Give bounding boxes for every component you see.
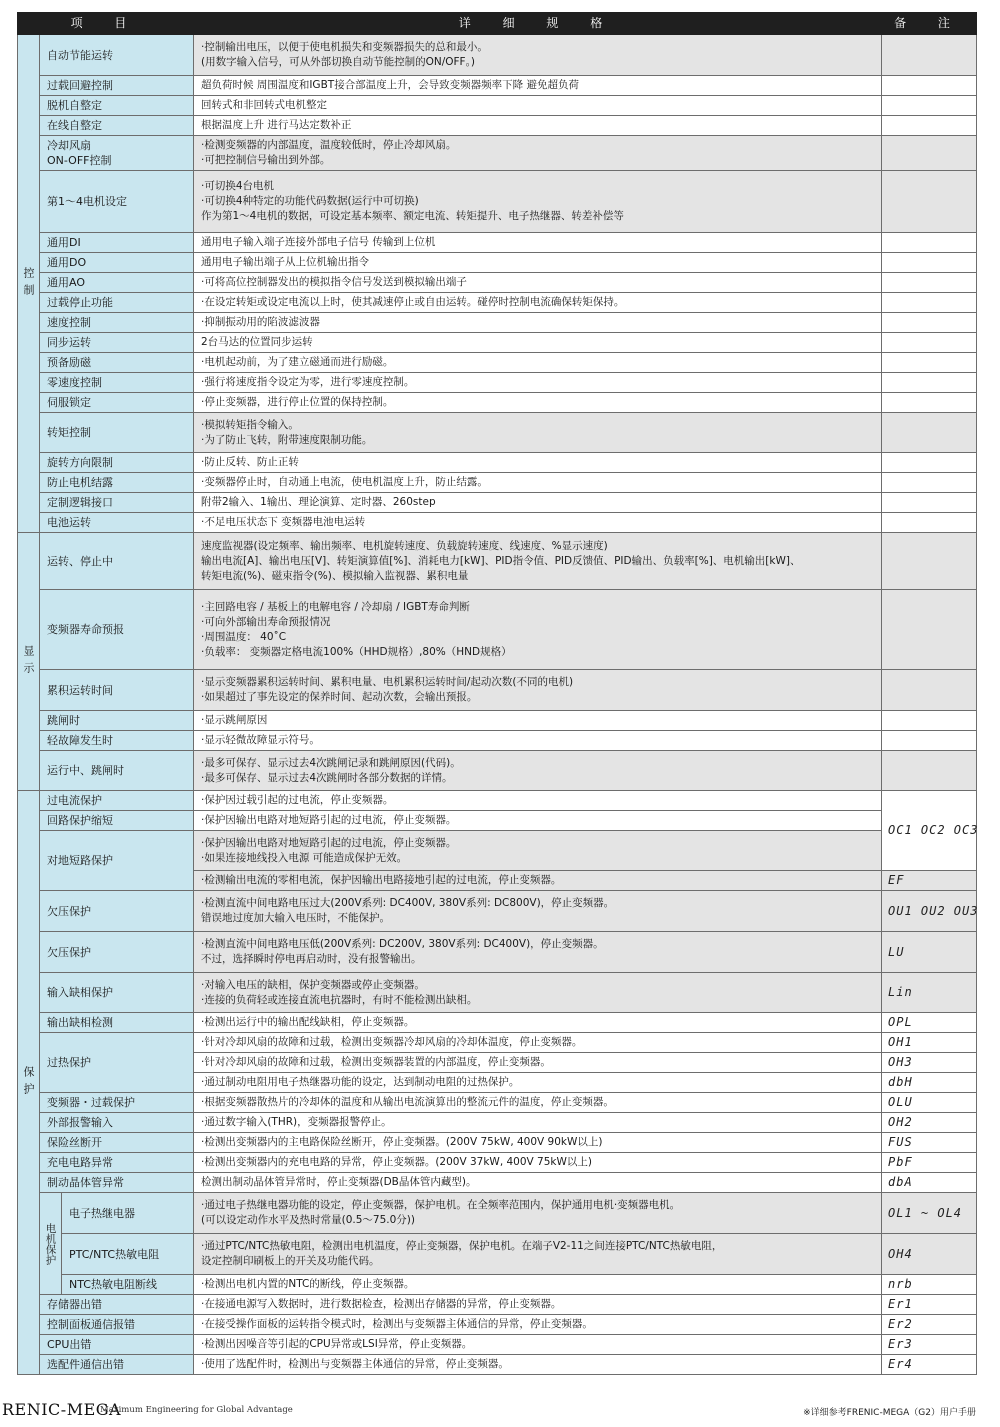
spec-detail	[194, 1335, 882, 1355]
brand-tagline: Maximum Engineering for Global Advantage	[100, 1405, 293, 1415]
spec-detail-line: 错误地过度加大输入电压时，不能保护。	[201, 912, 390, 924]
item-label: 旋转方向限制	[40, 453, 194, 473]
alarm-code: dbA	[882, 1173, 977, 1193]
item-label: 第1～4电机设定	[40, 171, 194, 233]
spec-detail	[194, 1133, 882, 1153]
item-label: 电子热继电器	[62, 1193, 194, 1234]
item-label: 制动晶体管异常	[40, 1173, 194, 1193]
alarm-code	[882, 333, 977, 353]
item-label-line: ON-OFF控制	[47, 154, 112, 167]
spec-detail	[194, 973, 882, 1013]
item-label: 过电流保护	[40, 791, 194, 811]
alarm-code	[882, 313, 977, 333]
spec-detail-line: ·可向外部输出寿命预报情况	[201, 615, 331, 628]
item-label: 同步运转	[40, 333, 194, 353]
spec-detail-line: ·抑制振动用的陷波滤波器	[201, 316, 320, 328]
spec-detail	[194, 871, 882, 891]
spec-detail	[194, 393, 882, 413]
item-label-line: 冷却风扇	[47, 139, 91, 152]
spec-detail-line: ·在接通电源写入数据时，进行数据检查，检测出存储器的异常，停止变频器。	[201, 1298, 562, 1310]
alarm-code: OPL	[882, 1013, 977, 1033]
spec-detail	[194, 1234, 882, 1275]
spec-detail-line: ·通过PTC/NTC热敏电阻，检测出电机温度，停止变频器，保护电机。在端子V2-11之间连接PTC/NTC热敏电阻，	[201, 1240, 723, 1252]
table-header-row	[18, 13, 977, 35]
alarm-code	[882, 670, 977, 711]
table-row	[18, 493, 977, 513]
spec-detail-line: ·检测出电机内置的NTC的断线，停止变频器。	[201, 1278, 415, 1290]
spec-detail	[194, 751, 882, 791]
spec-detail-line: 转矩电流(%)、磁束指令(%)、模拟输入监视器、累积电量	[201, 569, 469, 582]
spec-detail	[194, 1073, 882, 1093]
alarm-code: LU	[882, 932, 977, 973]
spec-detail-line: ·如果超过了事先设定的保养时间、起动次数，会输出预报。	[201, 691, 478, 703]
alarm-code	[882, 513, 977, 533]
spec-detail	[194, 253, 882, 273]
table-row	[18, 453, 977, 473]
category-label: 电机保护	[40, 1193, 62, 1295]
spec-detail-line: 通用电子输出端子从上位机输出指令	[201, 256, 369, 268]
alarm-code	[882, 353, 977, 373]
table-row	[18, 373, 977, 393]
alarm-code: Er2	[882, 1315, 977, 1335]
spec-detail	[194, 373, 882, 393]
spec-detail-line: ·主回路电容 / 基板上的电解电容 / 冷却扇 / IGBT寿命判断	[201, 600, 470, 613]
item-label: 过载回避控制	[40, 76, 194, 96]
brand-logo: RENIC-MEGA	[2, 1400, 122, 1419]
spec-detail-line: ·保护因过载引起的过电流，停止变频器。	[201, 794, 394, 806]
table-row	[18, 353, 977, 373]
header-detail: 详 细 规 格	[194, 13, 882, 35]
table-row	[18, 233, 977, 253]
spec-detail	[194, 453, 882, 473]
alarm-code	[882, 273, 977, 293]
spec-detail-line: ·在接受操作面板的运转指令模式时，检测出与变频器主体通信的异常，停止变频器。	[201, 1318, 593, 1330]
category-label: 控制	[18, 35, 40, 533]
spec-detail-line: ·周围温度： 40˚C	[201, 630, 287, 643]
spec-table	[17, 12, 977, 1375]
alarm-code: dbH	[882, 1073, 977, 1093]
spec-detail-line: ·检测出变频器内的主电路保险丝断开，停止变频器。(200V 75kW, 400V 90kW以上)	[201, 1136, 603, 1148]
spec-detail	[194, 1275, 882, 1295]
spec-detail-line: 回转式和非回转式电机整定	[201, 99, 327, 111]
item-label: 选配件通信出错	[40, 1355, 194, 1375]
spec-detail	[194, 473, 882, 493]
alarm-code: OH2	[882, 1113, 977, 1133]
table-row	[18, 313, 977, 333]
spec-detail	[194, 353, 882, 373]
alarm-code	[882, 453, 977, 473]
spec-detail-line: 附带2输入、1输出、理论演算、定时器、260step	[201, 496, 436, 508]
spec-detail-line: 设定控制印刷板上的开关及功能代码。	[201, 1255, 380, 1267]
item-label: PTC/NTC热敏电阻	[62, 1234, 194, 1275]
table-row	[18, 253, 977, 273]
reference-note: ※详细参考FRENIC-MEGA（G2）用户手册	[803, 1408, 976, 1418]
spec-detail-line: ·可把控制信号输出到外部。	[201, 154, 331, 166]
spec-detail-line: ·可切换4台电机	[201, 180, 275, 192]
spec-detail	[194, 711, 882, 731]
spec-detail-line: (可以设定动作水平及热时常量(0.5～75.0分))	[201, 1214, 415, 1226]
spec-detail-line: 不过，选择瞬时停电再启动时，没有报警输出。	[201, 953, 422, 965]
alarm-code	[882, 116, 977, 136]
table-row	[18, 413, 977, 453]
spec-detail-line: ·通过电子热继电器功能的设定，停止变频器，保护电机。在全频率范围内，保护通用电机·变频器电机。	[201, 1199, 681, 1211]
table-row	[18, 1013, 977, 1033]
alarm-code: OH3	[882, 1053, 977, 1073]
spec-sheet	[17, 12, 979, 1398]
table-row	[18, 1033, 977, 1053]
header-note: 备 注	[882, 13, 977, 35]
alarm-code: OL1 ~ OL4	[882, 1193, 977, 1234]
alarm-code	[882, 393, 977, 413]
item-label: 变频器寿命预报	[40, 590, 194, 670]
spec-detail	[194, 413, 882, 453]
spec-detail	[194, 493, 882, 513]
spec-detail-line: ·通过数字输入(THR)，变频器报警停止。	[201, 1116, 392, 1128]
spec-detail-line: 2台马达的位置同步运转	[201, 336, 313, 348]
spec-detail-line: ·可将高位控制器发出的模拟指令信号发送到模拟输出端子	[201, 276, 467, 288]
spec-detail-line: ·针对冷却风扇的故障和过载，检测出变频器冷却风扇的冷却体温度，停止变频器。	[201, 1036, 583, 1048]
item-label: 通用AO	[40, 273, 194, 293]
item-label: 电池运转	[40, 513, 194, 533]
spec-detail-line: ·电机起动前，为了建立磁通而进行励磁。	[201, 356, 394, 368]
item-label: 充电电路异常	[40, 1153, 194, 1173]
spec-detail-line: 通用电子输入端子连接外部电子信号 传输到上位机	[201, 236, 436, 248]
table-row	[18, 513, 977, 533]
spec-detail-line: 作为第1～4电机的数据，可设定基本频率、额定电流、转矩提升、电子热继器、转差补偿等	[201, 210, 624, 222]
table-row	[18, 791, 977, 811]
spec-detail	[194, 76, 882, 96]
spec-detail-line: ·显示跳闸原因	[201, 714, 268, 726]
spec-detail	[194, 35, 882, 76]
item-label: 外部报警输入	[40, 1113, 194, 1133]
table-row	[18, 973, 977, 1013]
spec-detail-line: ·在设定转矩或设定电流以上时，使其减速停止或自由运转。碰停时控制电流确保转矩保持。	[201, 296, 625, 308]
table-row	[18, 1193, 977, 1234]
item-label: 轻故障发生时	[40, 731, 194, 751]
spec-detail	[194, 96, 882, 116]
alarm-code	[882, 751, 977, 791]
spec-detail-line: (用数字输入信号，可从外部切换自动节能控制的ON/OFF。)	[201, 56, 475, 68]
spec-detail	[194, 293, 882, 313]
table-row	[18, 1113, 977, 1133]
item-label: 变频器・过载保护	[40, 1093, 194, 1113]
spec-detail	[194, 891, 882, 932]
table-row	[18, 1234, 977, 1275]
spec-detail	[194, 1033, 882, 1053]
alarm-code: OLU	[882, 1093, 977, 1113]
alarm-code: OC1 OC2 OC3	[882, 791, 977, 871]
alarm-code: nrb	[882, 1275, 977, 1295]
spec-detail-line: ·为了防止飞转，附带速度限制功能。	[201, 433, 373, 446]
spec-detail	[194, 171, 882, 233]
table-row	[18, 393, 977, 413]
item-label: 预备励磁	[40, 353, 194, 373]
spec-detail-line: ·检测出运行中的输出配线缺相，停止变频器。	[201, 1016, 415, 1028]
item-label: 累积运转时间	[40, 670, 194, 711]
item-label: 回路保护缩短	[40, 811, 194, 831]
table-row	[18, 1355, 977, 1375]
table-row	[18, 136, 977, 171]
spec-detail	[194, 136, 882, 171]
table-row	[18, 35, 977, 76]
table-row	[18, 932, 977, 973]
table-row	[18, 831, 977, 871]
spec-detail	[194, 1013, 882, 1033]
alarm-code	[882, 493, 977, 513]
item-label: 欠压保护	[40, 891, 194, 932]
spec-detail-line: ·模拟转矩指令输入。	[201, 418, 299, 431]
alarm-code: Er4	[882, 1355, 977, 1375]
item-label: 在线自整定	[40, 116, 194, 136]
spec-detail-line: 速度监视器(设定频率、输出频率、电机旋转速度、负载旋转速度、线速度、%显示速度)	[201, 539, 608, 552]
spec-detail	[194, 1053, 882, 1073]
item-label: 零速度控制	[40, 373, 194, 393]
alarm-code	[882, 96, 977, 116]
table-row	[18, 533, 977, 590]
item-label: 输入缺相保护	[40, 973, 194, 1013]
item-label: 对地短路保护	[40, 831, 194, 891]
spec-detail-line: ·停止变频器，进行停止位置的保持控制。	[201, 396, 394, 408]
spec-detail-line: ·显示变频器累积运转时间、累积电量、电机累积运转时间/起动次数(不同的电机)	[201, 676, 574, 688]
item-label	[40, 136, 194, 171]
item-label: 过载停止功能	[40, 293, 194, 313]
spec-detail-line: ·检测直流中间电路电压低(200V系列: DC200V, 380V系列: DC400V)，停止变频器。	[201, 938, 604, 950]
spec-detail-line: ·保护因输出电路对地短路引起的过电流，停止变频器。	[201, 836, 457, 849]
spec-detail-line: ·防止反转、防止正转	[201, 456, 299, 468]
spec-detail-line: ·最多可保存、显示过去4次跳闸记录和跳闸原因(代码)。	[201, 756, 461, 769]
spec-detail	[194, 1315, 882, 1335]
spec-detail	[194, 533, 882, 590]
spec-detail	[194, 731, 882, 751]
spec-detail-line: ·通过制动电阻用电子热继器功能的设定，达到制动电阻的过热保护。	[201, 1076, 520, 1088]
alarm-code	[882, 35, 977, 76]
table-row	[18, 273, 977, 293]
table-row	[18, 76, 977, 96]
item-label: 定制逻辑接口	[40, 493, 194, 513]
spec-detail	[194, 1093, 882, 1113]
spec-detail-line: ·对输入电压的缺相，保护变频器或停止变频器。	[201, 978, 425, 991]
alarm-code	[882, 711, 977, 731]
spec-detail	[194, 932, 882, 973]
item-label: 过热保护	[40, 1033, 194, 1093]
alarm-code	[882, 533, 977, 590]
table-row	[18, 731, 977, 751]
table-row	[18, 1275, 977, 1295]
table-row	[18, 751, 977, 791]
spec-detail-line: ·使用了选配件时，检测出与变频器主体通信的异常，停止变频器。	[201, 1358, 509, 1370]
category-label: 显示	[18, 533, 40, 791]
alarm-code: OH1	[882, 1033, 977, 1053]
alarm-code	[882, 233, 977, 253]
table-row	[18, 293, 977, 313]
alarm-code: OH4	[882, 1234, 977, 1275]
table-row	[18, 1093, 977, 1113]
table-row	[18, 116, 977, 136]
spec-detail-line: ·如果连接地线投入电源 可能造成保护无效。	[201, 851, 408, 864]
alarm-code	[882, 76, 977, 96]
spec-detail-line: ·负载率： 变频器定格电流100%（HHD规格）,80%（HND规格）	[201, 645, 512, 658]
item-label: 速度控制	[40, 313, 194, 333]
spec-detail	[194, 831, 882, 871]
table-row	[18, 96, 977, 116]
table-row	[18, 1153, 977, 1173]
spec-detail	[194, 313, 882, 333]
footer	[0, 1398, 1000, 1427]
alarm-code	[882, 473, 977, 493]
table-row	[18, 1335, 977, 1355]
spec-detail-line: ·变频器停止时，自动通上电流，使电机温度上升，防止结露。	[201, 476, 488, 488]
table-row	[18, 711, 977, 731]
table-row	[18, 333, 977, 353]
spec-detail	[194, 1295, 882, 1315]
table-row	[18, 473, 977, 493]
alarm-code: EF	[882, 871, 977, 891]
table-row	[18, 811, 977, 831]
spec-detail	[194, 670, 882, 711]
spec-detail	[194, 273, 882, 293]
alarm-code: FUS	[882, 1133, 977, 1153]
spec-detail	[194, 1153, 882, 1173]
category-label: 保护	[18, 791, 40, 1375]
alarm-code: Lin	[882, 973, 977, 1013]
alarm-code	[882, 253, 977, 273]
item-label: 运行中、跳闸时	[40, 751, 194, 791]
alarm-code	[882, 293, 977, 313]
spec-detail	[194, 590, 882, 670]
spec-detail-line: ·检测出因噪音等引起的CPU异常或LSI异常，停止变频器。	[201, 1338, 473, 1350]
alarm-code	[882, 590, 977, 670]
item-label: 自动节能运转	[40, 35, 194, 76]
table-body	[18, 35, 977, 1375]
spec-detail	[194, 1173, 882, 1193]
spec-detail-line: ·根据变频器散热片的冷却体的温度和从输出电流演算出的整流元件的温度，停止变频器。	[201, 1096, 614, 1108]
spec-detail	[194, 1113, 882, 1133]
table-row	[18, 1315, 977, 1335]
spec-detail-line: ·检测输出电流的零相电流，保护因输出电路接地引起的过电流，停止变频器。	[201, 874, 562, 886]
table-row	[18, 171, 977, 233]
item-label: 脱机自整定	[40, 96, 194, 116]
spec-detail-line: ·检测直流中间电路电压过大(200V系列: DC400V, 380V系列: DC800V)，停止变频器。	[201, 897, 615, 909]
item-label: 通用DO	[40, 253, 194, 273]
alarm-code	[882, 373, 977, 393]
spec-detail-line: ·强行将速度指令设定为零，进行零速度控制。	[201, 376, 415, 388]
item-label: 控制面板通信报错	[40, 1315, 194, 1335]
alarm-code	[882, 413, 977, 453]
item-label: CPU出错	[40, 1335, 194, 1355]
spec-detail-line: 输出电流[A]、输出电压[V]、转矩演算值[%]、消耗电力[kW]、PID指令值、PID反馈值、PID输出、负载率[%]、电机输出[kW]、	[201, 554, 801, 567]
item-label: 保险丝断开	[40, 1133, 194, 1153]
item-label: 运转、停止中	[40, 533, 194, 590]
spec-detail-line: 根据温度上升 进行马达定数补正	[201, 119, 352, 131]
alarm-code: PbF	[882, 1153, 977, 1173]
spec-detail-line: 超负荷时候 周围温度和IGBT接合部温度上升，会导致变频器频率下降 避免超负荷	[201, 79, 580, 91]
table-row	[18, 1133, 977, 1153]
spec-detail-line: ·控制输出电压，以便于使电机损失和变频器损失的总和最小。	[201, 41, 488, 53]
item-label: NTC热敏电阻断线	[62, 1275, 194, 1295]
alarm-code	[882, 171, 977, 233]
spec-detail	[194, 513, 882, 533]
header-item: 项 目	[18, 13, 194, 35]
item-label: 输出缺相检测	[40, 1013, 194, 1033]
spec-detail-line: ·可切换4种特定的功能代码数据(运行中可切换)	[201, 195, 419, 207]
spec-detail-line: ·保护因输出电路对地短路引起的过电流，停止变频器。	[201, 814, 457, 826]
alarm-code: Er3	[882, 1335, 977, 1355]
item-label: 通用DI	[40, 233, 194, 253]
spec-detail-line: ·检测变频器的内部温度，温度较低时，停止冷却风扇。	[201, 139, 457, 151]
item-label: 存储器出错	[40, 1295, 194, 1315]
table-row	[18, 670, 977, 711]
alarm-code: OU1 OU2 OU3	[882, 891, 977, 932]
item-label: 伺服锁定	[40, 393, 194, 413]
table-row	[18, 1173, 977, 1193]
spec-detail	[194, 333, 882, 353]
spec-detail-line: ·显示轻微故障显示符号。	[201, 734, 320, 746]
spec-detail-line: ·不足电压状态下 变频器电池电运转	[201, 516, 366, 528]
item-label: 跳闸时	[40, 711, 194, 731]
spec-detail	[194, 233, 882, 253]
spec-detail-line: ·针对冷却风扇的故障和过载，检测出变频器装置的内部温度，停止变频器。	[201, 1056, 551, 1068]
alarm-code: Er1	[882, 1295, 977, 1315]
spec-detail	[194, 811, 882, 831]
spec-detail	[194, 1193, 882, 1234]
item-label: 欠压保护	[40, 932, 194, 973]
spec-detail	[194, 1355, 882, 1375]
table-row	[18, 891, 977, 932]
table-row	[18, 1295, 977, 1315]
spec-detail	[194, 116, 882, 136]
spec-detail-line: ·连接的负荷轻或连接直流电抗器时，有时不能检测出缺相。	[201, 993, 478, 1006]
item-label: 转矩控制	[40, 413, 194, 453]
table-row	[18, 590, 977, 670]
spec-detail-line: 检测出制动晶体管异常时，停止变频器(DB晶体管内藏型)。	[201, 1176, 477, 1188]
alarm-code	[882, 731, 977, 751]
alarm-code	[882, 136, 977, 171]
item-label: 防止电机结露	[40, 473, 194, 493]
spec-detail-line: ·检测出变频器内的充电电路的异常，停止变频器。(200V 37kW, 400V 75kW以上)	[201, 1156, 592, 1168]
spec-detail-line: ·最多可保存、显示过去4次跳闸时各部分数据的详情。	[201, 771, 453, 784]
spec-detail	[194, 791, 882, 811]
